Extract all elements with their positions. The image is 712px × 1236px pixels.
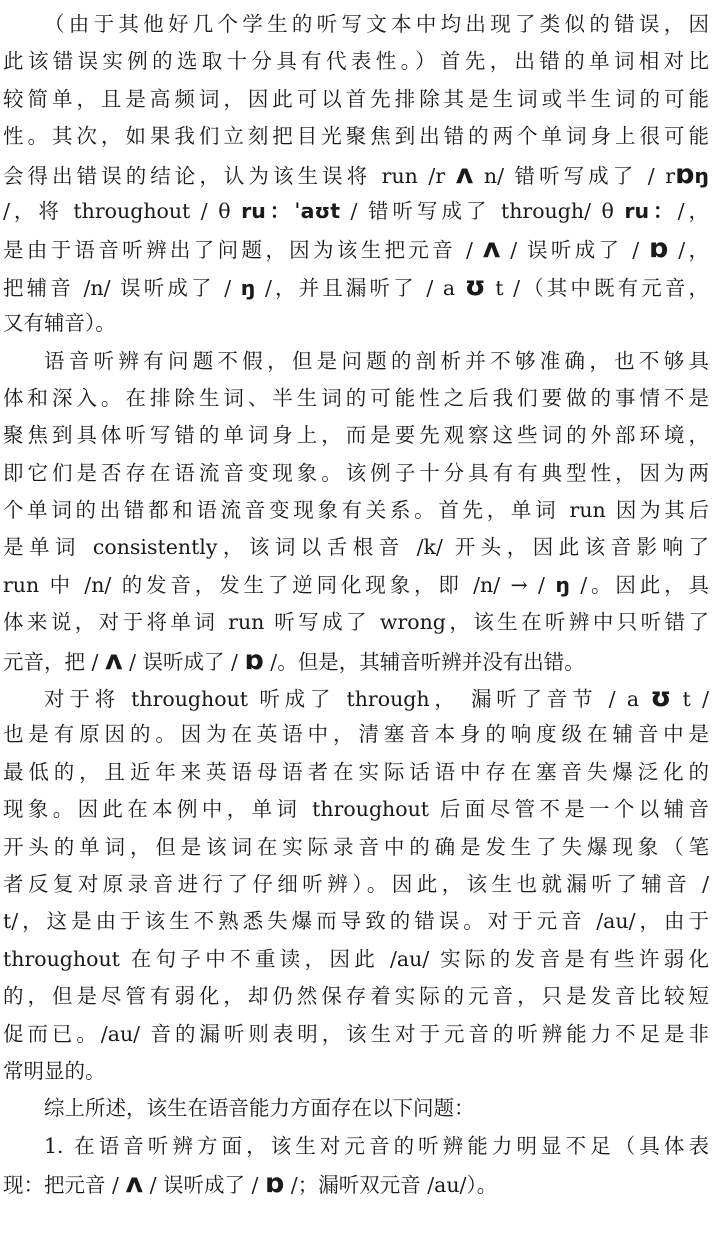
- ipa-symbol: ɒ: [264, 1168, 285, 1200]
- text-line: /，将 throughout / θ ru：ˈaʊt / 错听写成了 through/ θ ru：/，: [3, 198, 709, 223]
- ipa-symbol: ʌ: [455, 158, 474, 190]
- ipa-symbol: ŋ: [694, 163, 709, 188]
- text-line: （由于其他好几个学生的听写文本中均出现了类似的错误，因: [44, 12, 709, 36]
- text-line: 体和深入。在排除生词、半生词的可能性之后我们要做的事情不是: [3, 385, 709, 410]
- text-line: 又有辅音）。: [3, 311, 116, 336]
- ipa-symbol: ŋ: [240, 275, 256, 300]
- paragraph-1: [3, 6, 709, 343]
- text-line: 体来说，对于将单词 run 听写成了 wrong，该生在听辨中只听错了: [3, 610, 709, 635]
- text-line: t/，这是由于该生不熟悉失爆而导致的错误。对于元音 /au/，由于: [3, 909, 709, 934]
- text-line: 元音，把 / ʌ / 误听成了 / ɒ /。但是，其辅音听辨并没有出错。: [3, 644, 585, 676]
- text-line: 个单词的出错都和语流音变现象有关系。首先，单词 run 因为其后: [3, 498, 709, 523]
- ipa-symbol: ɒ: [649, 233, 669, 265]
- text-line: 对于将 throughout 听成了 through， 漏听了音节 / a ʊ t /: [44, 682, 709, 714]
- text-line: 即它们是否存在语流音变现象。该例子十分具有有典型性，因为两: [3, 460, 709, 485]
- ipa-symbol: ŋ: [555, 572, 570, 597]
- ipa-symbol: ʌ: [104, 644, 123, 676]
- text-line: 最低的，且近年来英语母语者在实际话语中存在塞音失爆泛化的: [3, 759, 709, 784]
- paragraph-3: [3, 679, 709, 1090]
- text-line: 语音听辨有问题不假，但是问题的剖析并不够准确，也不够具: [44, 348, 709, 373]
- text-line: 聚焦到具体听写错的单词身上，而是要先观察这些词的外部环境，: [3, 423, 709, 448]
- ipa-symbol: ɒ: [244, 644, 264, 676]
- text-line: run 中 /n/ 的发音，发生了逆同化现象，即 /n/ → / ŋ /。因此，具: [3, 572, 709, 597]
- paragraph-2: [3, 343, 709, 680]
- text-line: 综上所述，该生在语音能力方面存在以下问题：: [44, 1096, 475, 1121]
- text-line: 是单词 consistently，该词以舌根音 /k/ 开头，因此该音影响了: [3, 535, 709, 560]
- text-line: 此该错误实例的选取十分具有代表性。）首先，出错的单词相对比: [3, 49, 709, 74]
- text-line: 是由于语音听辨出了问题，因为该生把元音 / ʌ / 误听成了 / ɒ /，: [3, 233, 709, 265]
- text-line: 现：把元音 / ʌ / 误听成了 / ɒ /；漏听双元音 /au/）。: [3, 1168, 498, 1200]
- ipa-symbol: ˈaʊt: [294, 198, 341, 223]
- text-line: 促而已。/au/ 音的漏听则表明，该生对于元音的听辨能力不足是非: [3, 1021, 709, 1046]
- text-line: 也是有原因的。因为在英语中，清塞音本身的响度级在辅音中是: [3, 722, 709, 747]
- text-line: 者反复对原录音进行了仔细听辨）。因此，该生也就漏听了辅音 /: [3, 871, 709, 896]
- text-line: 较简单，且是高频词，因此可以首先排除其是生词或半生词的可能: [3, 86, 709, 111]
- text-line: 把辅音 /n/ 误听成了 / ŋ /，并且漏听了 / a ʊ t /（其中既有元音，: [3, 270, 709, 302]
- paragraph-5: [3, 1128, 709, 1203]
- text-line: 性。其次，如果我们立刻把目光聚焦到出错的两个单词身上很可能: [3, 124, 709, 149]
- text-line: 常明显的。: [3, 1058, 106, 1083]
- ipa-symbol: ʌ: [125, 1168, 144, 1200]
- ipa-symbol: ʊ: [650, 682, 672, 714]
- text-line: 现象。因此在本例中，单词 throughout 后面尽管不是一个以辅音: [3, 797, 709, 822]
- paragraph-4: [3, 1090, 709, 1127]
- text-line: 开头的单词，但是该词在实际录音中的确是发生了失爆现象（笔: [3, 834, 709, 859]
- document-body: [3, 6, 709, 1203]
- ipa-symbol: ɒ: [675, 158, 695, 190]
- text-line: 1. 在语音听辨方面，该生对元音的听辨能力明显不足（具体表: [44, 1133, 709, 1158]
- text-line: throughout 在句子中不重读，因此 /au/ 实际的发音是有些许弱化: [3, 946, 709, 971]
- ipa-symbol: ʊ: [464, 270, 486, 302]
- ipa-symbol: ru：: [624, 198, 678, 223]
- ipa-symbol: ru：: [241, 198, 295, 223]
- text-line: 的，但是尽管有弱化，却仍然保存着实际的元音，只是发音比较短: [3, 984, 709, 1009]
- ipa-symbol: ʌ: [482, 233, 501, 265]
- text-line: 会得出错误的结论，认为该生误将 run /r ʌ n/ 错听写成了 / rɒŋ: [3, 158, 709, 190]
